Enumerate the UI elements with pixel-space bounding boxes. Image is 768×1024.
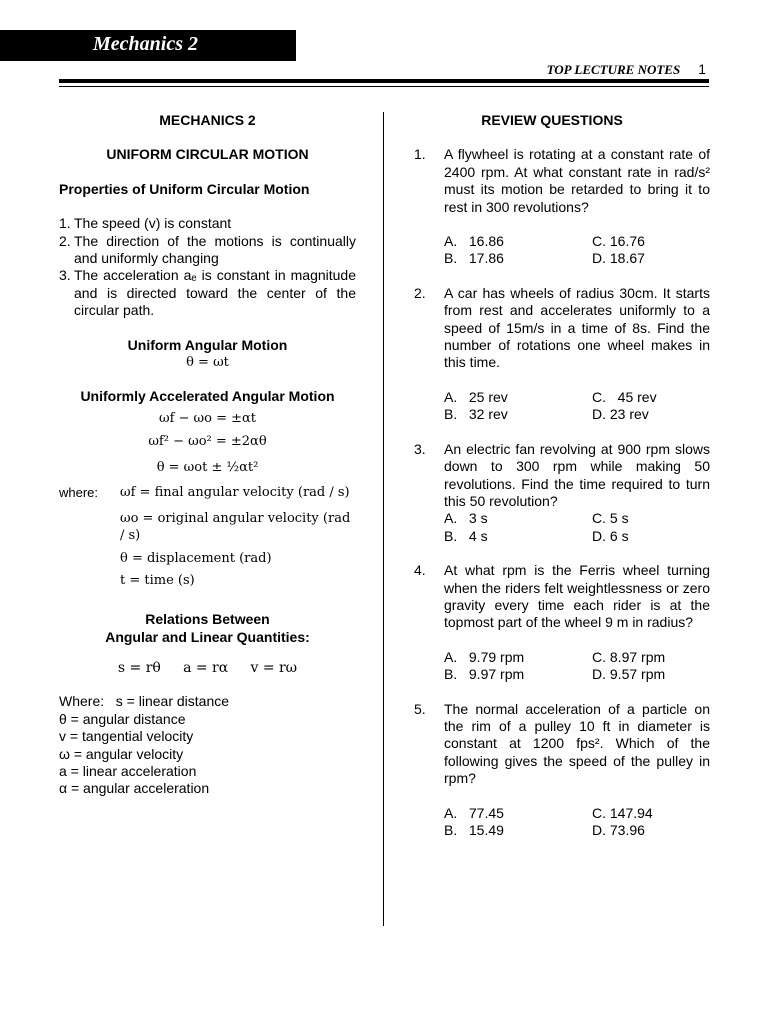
header-rule-thick [59,79,709,83]
answer-options [444,389,710,424]
where-row [59,572,356,589]
answer-option: B. 9.97 rpm [444,666,525,683]
left-title: MECHANICS 2 [159,112,256,128]
uniform-angular-motion-equation: θ = ωt [186,355,229,371]
answer-option: B. 4 s [444,527,488,544]
property-item [59,267,356,319]
question [414,562,710,632]
where-label: where: [59,485,99,501]
answer-option: A. 3 s [444,510,488,527]
question [414,701,710,788]
definition-line: v = tangential velocity [59,728,194,745]
equation-2: ωf² − ωo² = ±2αθ [148,434,267,450]
question-text: A car has wheels of radius 30cm. It starts from rest and accelerates uniformly to a speed of 15m/s in a time of 8s. Find the number of rotations one wheel makes in this time. [444,284,710,371]
left-column [59,112,356,798]
equation-1: ωf − ωo = ±αt [158,410,257,426]
page-number: 1 [698,61,706,77]
answer-options [444,805,710,840]
property-text: The speed (v) is constant [74,215,232,232]
question-text: The normal acceleration of a particle on the rim of a pulley 10 ft in diameter is constant at 1200 fps². Which of the following gives the speed of the pulley in rpm? [444,700,710,787]
property-text: The direction of the motions is continually and uniformly changing [74,232,356,267]
question-number: 2. [414,284,426,301]
answer-option: C. 45 rev [592,388,657,405]
question-number: 1. [414,146,426,163]
answer-option: C. 8.97 rpm [592,648,666,665]
answer-option: B. 17.86 [444,250,504,267]
answer-option: D. 23 rev [592,406,649,423]
answer-option: D. 9.57 rpm [592,666,666,683]
where-row [59,510,356,545]
answer-option: D. 6 s [592,527,629,544]
header-title-bar [0,30,296,61]
question [414,285,710,372]
header-right-label: TOP LECTURE NOTES [546,62,681,77]
section-heading: UNIFORM CIRCULAR MOTION [106,146,309,163]
definition-line: a = linear acceleration [59,762,197,779]
question-text: An electric fan revolving at 900 rpm slows down to 300 rpm while making 50 revolutions. Find the time required to turn this 50 revolution? [444,440,710,509]
header-title: Mechanics 2 [93,33,198,55]
property-number: 1. [59,215,71,232]
answer-option: A. 25 rev [444,388,508,405]
answer-options [444,233,710,268]
property-number: 3. [59,267,71,284]
relations-equations: s = rθ a = rα v = rω [117,659,298,676]
answer-option: D. 18.67 [592,250,645,267]
question-text: At what rpm is the Ferris wheel turning when the riders felt weightlessness or zero gravity every time each rider is at the topmost part of the wheel 9 m in radius? [444,562,710,631]
answer-option: C. 147.94 [592,804,653,821]
definition-line: ω = angular velocity [59,745,184,762]
answer-option: C. 5 s [592,510,629,527]
definition-line: Where: s = linear distance [59,693,230,710]
question-number: 4. [414,562,426,579]
relations-heading-1: Relations Between [145,611,270,628]
where-def: ωf = final angular velocity (rad / s) [120,485,350,501]
definition-line: α = angular acceleration [59,780,210,797]
where-row [59,484,356,501]
where-def: θ = displacement (rad) [120,551,272,567]
property-item [59,233,356,268]
relations-heading-2: Angular and Linear Quantities: [105,628,310,645]
answer-option: B. 32 rev [444,406,508,423]
where-def: t = time (s) [120,572,195,588]
uniform-angular-motion-heading: Uniform Angular Motion [127,336,288,353]
answer-option: D. 73.96 [592,822,645,838]
property-number: 2. [59,232,71,249]
answer-options [444,510,710,545]
question-text: A flywheel is rotating at a constant rate of 2400 rpm. At what constant rate in rad/s² must its motion be retarded to bring it to rest in 300 revolutions? [444,146,710,215]
column-divider [383,112,384,926]
question-number: 5. [414,700,426,717]
answer-option: A. 9.79 rpm [444,648,525,665]
answer-option: A. 16.86 [444,233,504,250]
question [414,146,710,216]
answer-option: C. 16.76 [592,233,645,250]
properties-heading: Properties of Uniform Circular Motion [59,180,310,197]
header-right [547,61,706,78]
definition-line: θ = angular distance [59,710,186,727]
review-questions-title: REVIEW QUESTIONS [481,112,623,128]
question-number: 3. [414,440,426,457]
question [414,441,710,511]
uniformly-accelerated-heading: Uniformly Accelerated Angular Motion [80,388,335,405]
header-rule-thin [59,86,709,87]
where-row [59,550,356,567]
property-text: The acceleration aₑ is constant in magnitude and is directed toward the center of the circular path. [74,267,356,319]
equation-3: θ = ωot ± ½αt² [156,459,259,475]
property-item [59,215,356,232]
right-column [414,112,710,839]
answer-option: B. 15.49 [444,822,504,838]
answer-option: A. 77.45 [444,804,504,821]
answer-options [444,649,710,684]
where-def: ωo = original angular velocity (rad / s) [120,510,351,543]
